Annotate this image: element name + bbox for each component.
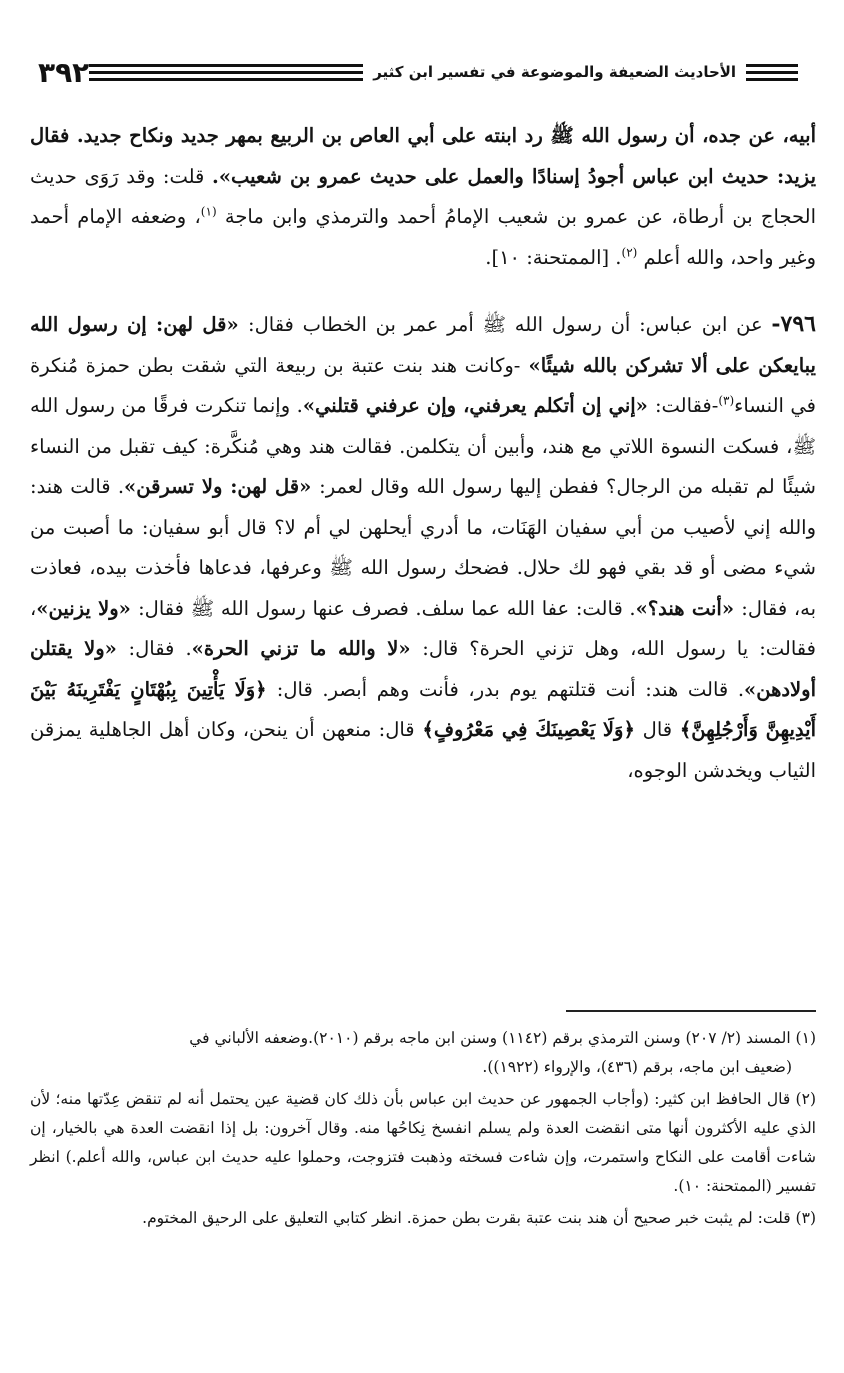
text-run: قال — [642, 718, 673, 741]
page-number: ٣٩٢ — [38, 55, 90, 89]
quran-verse: ﴿وَلَا يَأْتِينَ بِبُهْتَانٍ يَفْتَرِينَهُ بَيْنَ أَيْدِيهِنَّ وَأَرْجُلِهِنَّ﴾ — [30, 677, 816, 741]
footnote-ref-2[interactable]: (٢) — [621, 245, 638, 259]
footnote-1 — [30, 1024, 816, 1082]
text-run: ، وضعفه الإمام أحمد وغير واحد، والله أعلم — [30, 205, 816, 269]
footnotes — [30, 1024, 816, 1236]
footnote-3 — [30, 1204, 816, 1233]
footnote-divider — [566, 1010, 816, 1012]
header-rule-left — [746, 62, 798, 83]
prophetic-saying: «ولا يزنين» — [36, 596, 139, 620]
text-run: . قالت هند: والله إني لأصيب من أبي سفيان الهَنَات، ما أدري أيحلهن لي أم لا؟ قال أبو سفيان: ما أصبت من شيء مضى أو قد بقي فهو لك حلال. فضحك رسول الله ﷺ وعرفها، فدعاها فأخذت بيده، فعاذت به، فقال: — [30, 475, 816, 620]
footnote-line: آخرون: بل إذا انقضت العدة هي بالخيار، إن شاءت أقامت على النكاح واستمرت، وإن شاءت فسخته — [30, 1119, 816, 1166]
prophetic-saying: «قل لهن: إن رسول الله يبايعكن على ألا تشركن بالله شيئًا» — [30, 313, 816, 377]
header-rule-middle — [147, 62, 364, 83]
prophetic-saying: «لا والله ما تزني الحرة» — [191, 637, 423, 660]
footnote-line: (١) المسند (٢/ ٢٠٧) وسنن الترمذي برقم (١١٤٢) وسنن ابن ماجه برقم (٢٠١٠).وضعفه الألباني في — [189, 1029, 816, 1047]
text-run: . [الممتحنة: ١٠]. — [485, 245, 622, 269]
footnote-ref-3[interactable]: (٣) — [718, 393, 735, 408]
running-title: الأحاديث الضعيفة والموضوعة في تفسير ابن كثير — [373, 63, 737, 81]
prophetic-saying: «قل لهن: ولا تسرقن» — [124, 475, 320, 498]
text-run: -وكانت هند بنت عتبة بن ربيعة التي شقت بطن حمزة مُنكرة في النساء — [30, 353, 817, 417]
footnote-line: تنقض عِدّتها منه؛ لأن الذي عليه الأكثرون أنها متى انقضت العدة ولم يسلم انفسخ نِكاحُها منه. وقال — [30, 1090, 816, 1137]
paragraph-continuation — [30, 116, 816, 278]
prophetic-saying: «ولا يقتلن أولادهن» — [30, 637, 816, 701]
footnote-line: (٢) قال الحافظ ابن كثير: (وأجاب الجمهور عن حديث ابن عباس بأن ذلك كان قضية عين يحتمل أنه لم — [166, 1090, 816, 1108]
page-header — [28, 52, 798, 92]
quoted-text: «إني إن أتكلم يعرفني، وإن عرفني قتلني» — [302, 394, 655, 417]
footnote-2 — [30, 1085, 816, 1201]
text-run: -فقالت: — [654, 394, 719, 417]
text-run: عن ابن عباس: أن رسول الله ﷺ أمر عمر بن الخطاب فقال: — [248, 313, 772, 336]
text-run: . قالت: عفا الله عما سلف. فصرف عنها رسول الله ﷺ فقال: — [138, 596, 636, 620]
prophetic-saying: «أنت هند؟» — [635, 596, 742, 620]
footnote-line: (ضعيف ابن ماجه، برقم (٤٣٦)، والإرواء (١٩٢٢)). — [482, 1058, 792, 1076]
quran-verse: ﴿وَلَا يَعْصِينَكَ فِي مَعْرُوفٍ﴾ — [414, 718, 643, 741]
hadith-number: ٧٩٦- — [771, 311, 816, 337]
text-run: قال: منعهن أن ينحن، وكان أهل الجاهلية يمزقن الثياب ويخدشن الوجوه، — [30, 718, 816, 782]
text-run: . وإنما تنكرت فرقًا من رسول الله ﷺ، فسكت النسوة اللاتي مع هند، وأبين أن يتكلمن. فقالت هند وهي مُنكَّرة: كيف تقبل من النساء شيئًا لم تقبله من الرجال؟ ففطن إليها رسول الله وقال لعمر: — [30, 394, 816, 498]
footnote-line: وذهبت فتزوجت، وحملوا عليه حديث ابن عباس، والله أعلم.) انظر تفسير (الممتحنة: ١٠). — [30, 1148, 816, 1195]
text-run: . فقال: — [128, 637, 192, 660]
text-run: ، فقالت: يا رسول الله، وهل تزني الحرة؟ قال: — [30, 596, 816, 660]
hadith-796 — [30, 304, 816, 791]
footnote-ref-1[interactable]: (١) — [200, 204, 217, 219]
text-run: قلت: وقد رَوَى حديث الحجاج بن أرطاة، عن عمرو بن شعيب الإمامُ أحمد والترمذي وابن ماجة — [30, 164, 816, 228]
footnote-line: (٣) قلت: لم يثبت خبر صحيح أن هند بنت عتبة بقرت بطن حمزة. انظر كتابي التعليق على الرحيق المختوم. — [142, 1209, 816, 1227]
main-text — [30, 116, 816, 791]
quoted-text: أبيه، عن جده، أن رسول الله ﷺ رد ابنته على أبي العاص بن الربيع بمهر جديد ونكاح جديد. فقال يزيد: حديث ابن عباس أجودُ إسنادًا والعمل على حديث عمرو بن شعيب». — [30, 124, 816, 188]
header-rule-right — [89, 62, 146, 83]
text-run: . قالت هند: أنت قتلتهم يوم بدر، فأنت وهم أبصر. قال: — [276, 677, 745, 701]
